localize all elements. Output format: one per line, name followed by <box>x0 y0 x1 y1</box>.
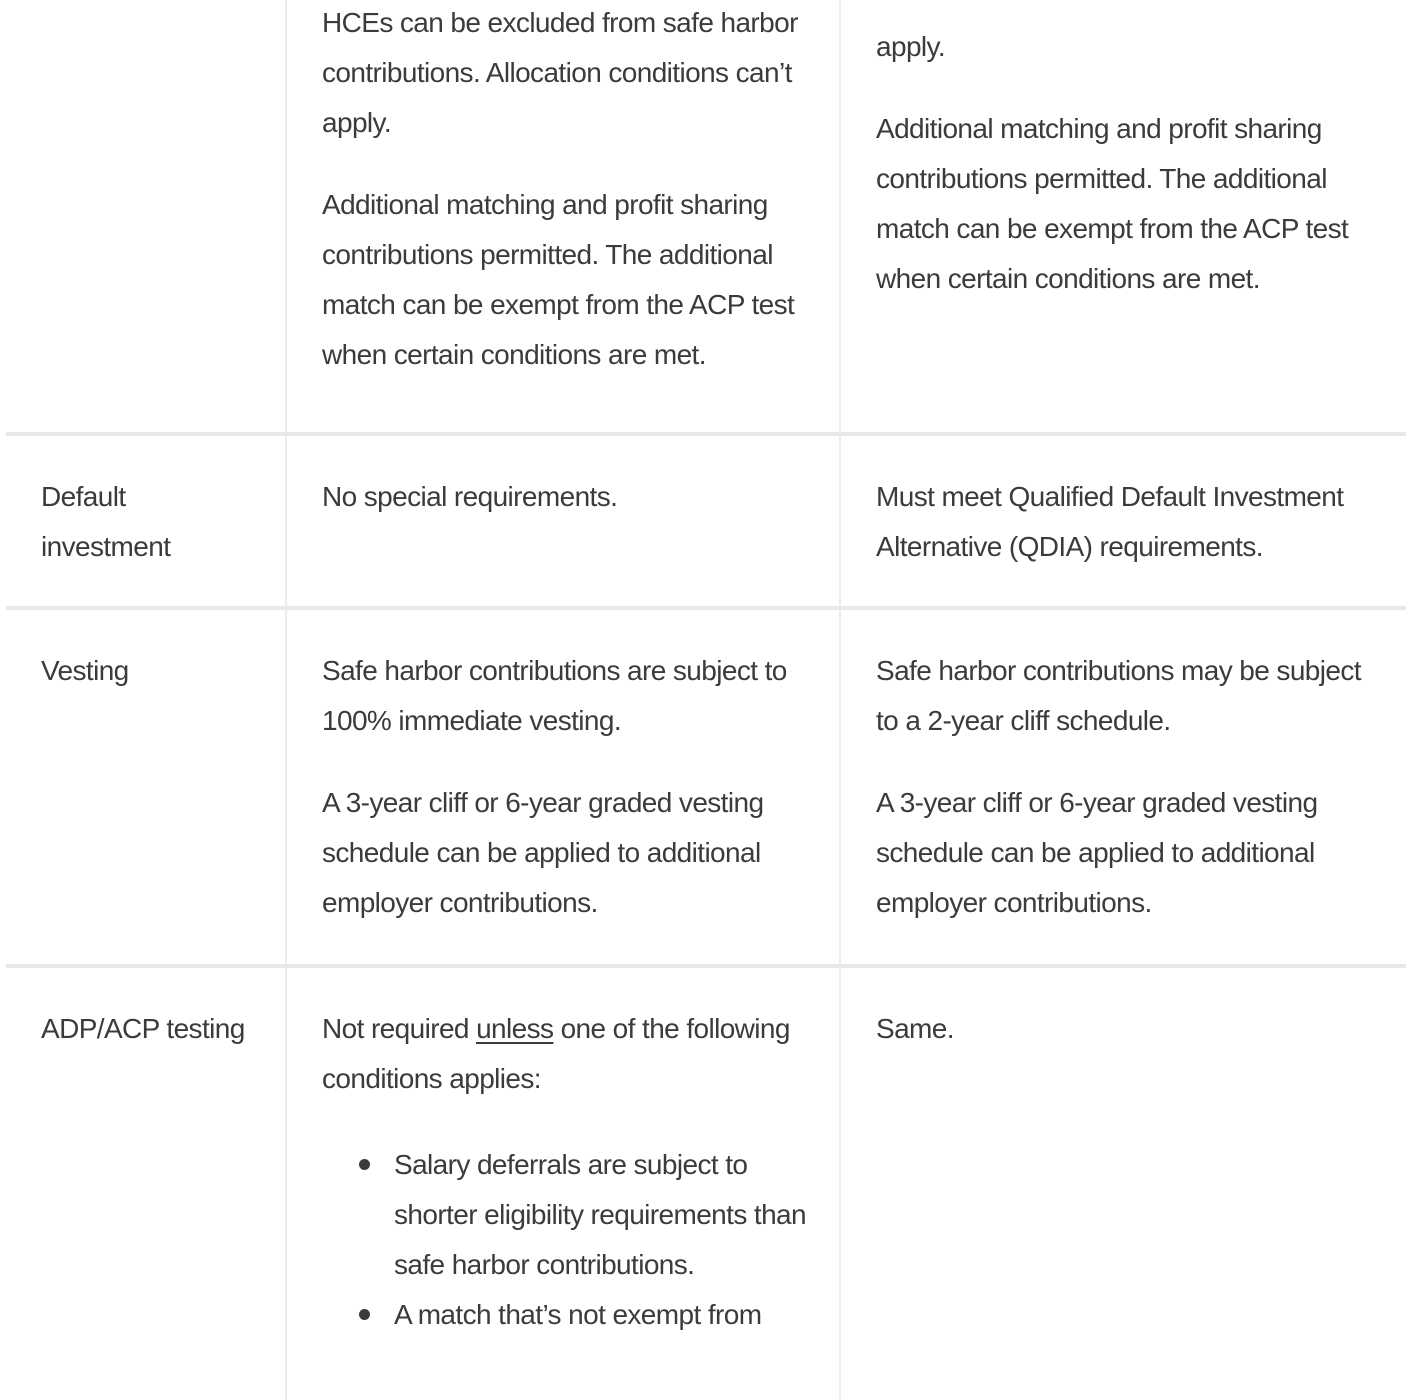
bullet-icon <box>359 1309 370 1320</box>
row-label: Vesting <box>41 655 129 686</box>
cell-paragraph: Safe harbor contributions may be subject to a 2-year cliff schedule. <box>876 655 1361 736</box>
row-label: Default investment <box>41 481 171 562</box>
list-item-text: Salary deferrals are subject to shorter eligibility requirements than safe harbor contributions. <box>394 1149 807 1280</box>
cell-paragraph: A 3-year cliff or 6-year graded vesting schedule can be applied to additional employer contributions. <box>322 787 764 918</box>
cell-paragraph: A 3-year cliff or 6-year graded vesting schedule can be applied to additional employer contributions. <box>876 787 1318 918</box>
traditional-safe-harbor-cell <box>285 436 839 606</box>
traditional-safe-harbor-cell <box>285 610 839 964</box>
qaca-safe-harbor-cell <box>839 0 1406 432</box>
list-item-text: A match that’s not exempt from <box>394 1299 762 1330</box>
comparison-table <box>6 0 1406 1400</box>
conditions-list <box>322 1140 807 1340</box>
list-item <box>359 1140 807 1290</box>
cell-paragraph: Additional matching and profit sharing contributions permitted. The additional match can be exempt from the ACP test when certain conditions are met. <box>322 189 795 370</box>
cell-paragraph: apply. <box>876 31 946 62</box>
cell-paragraph <box>322 1004 807 1104</box>
cell-paragraph: Safe harbor contributions are subject to 100% immediate vesting. <box>322 655 787 736</box>
intro-text: one of the following conditions applies: <box>322 1013 790 1094</box>
list-item <box>359 1290 807 1340</box>
traditional-safe-harbor-cell <box>285 968 839 1400</box>
bullet-icon <box>359 1159 370 1170</box>
cell-paragraph: HCEs can be excluded from safe harbor contributions. Allocation conditions can’t apply. <box>322 7 798 138</box>
qaca-safe-harbor-cell <box>839 968 1406 1400</box>
intro-text: Not required <box>322 1013 477 1044</box>
cell-paragraph: No special requirements. <box>322 481 618 512</box>
table-row-contributions-continued <box>6 0 1406 436</box>
table-row-default-investment <box>6 436 1406 610</box>
row-label: ADP/ACP testing <box>41 1013 245 1044</box>
cell-paragraph: Must meet Qualified Default Investment Alternative (QDIA) requirements. <box>876 481 1344 562</box>
cell-paragraph: Additional matching and profit sharing contributions permitted. The additional match can be exempt from the ACP test when certain conditions are met. <box>876 113 1349 294</box>
traditional-safe-harbor-cell <box>285 0 839 432</box>
underlined-emphasis: unless <box>476 1013 554 1044</box>
table-row-adp-acp-testing <box>6 968 1406 1400</box>
qaca-safe-harbor-cell <box>839 436 1406 606</box>
cell-paragraph: Same. <box>876 1013 954 1044</box>
qaca-safe-harbor-cell <box>839 610 1406 964</box>
row-label <box>6 0 285 432</box>
table-row-vesting <box>6 610 1406 968</box>
